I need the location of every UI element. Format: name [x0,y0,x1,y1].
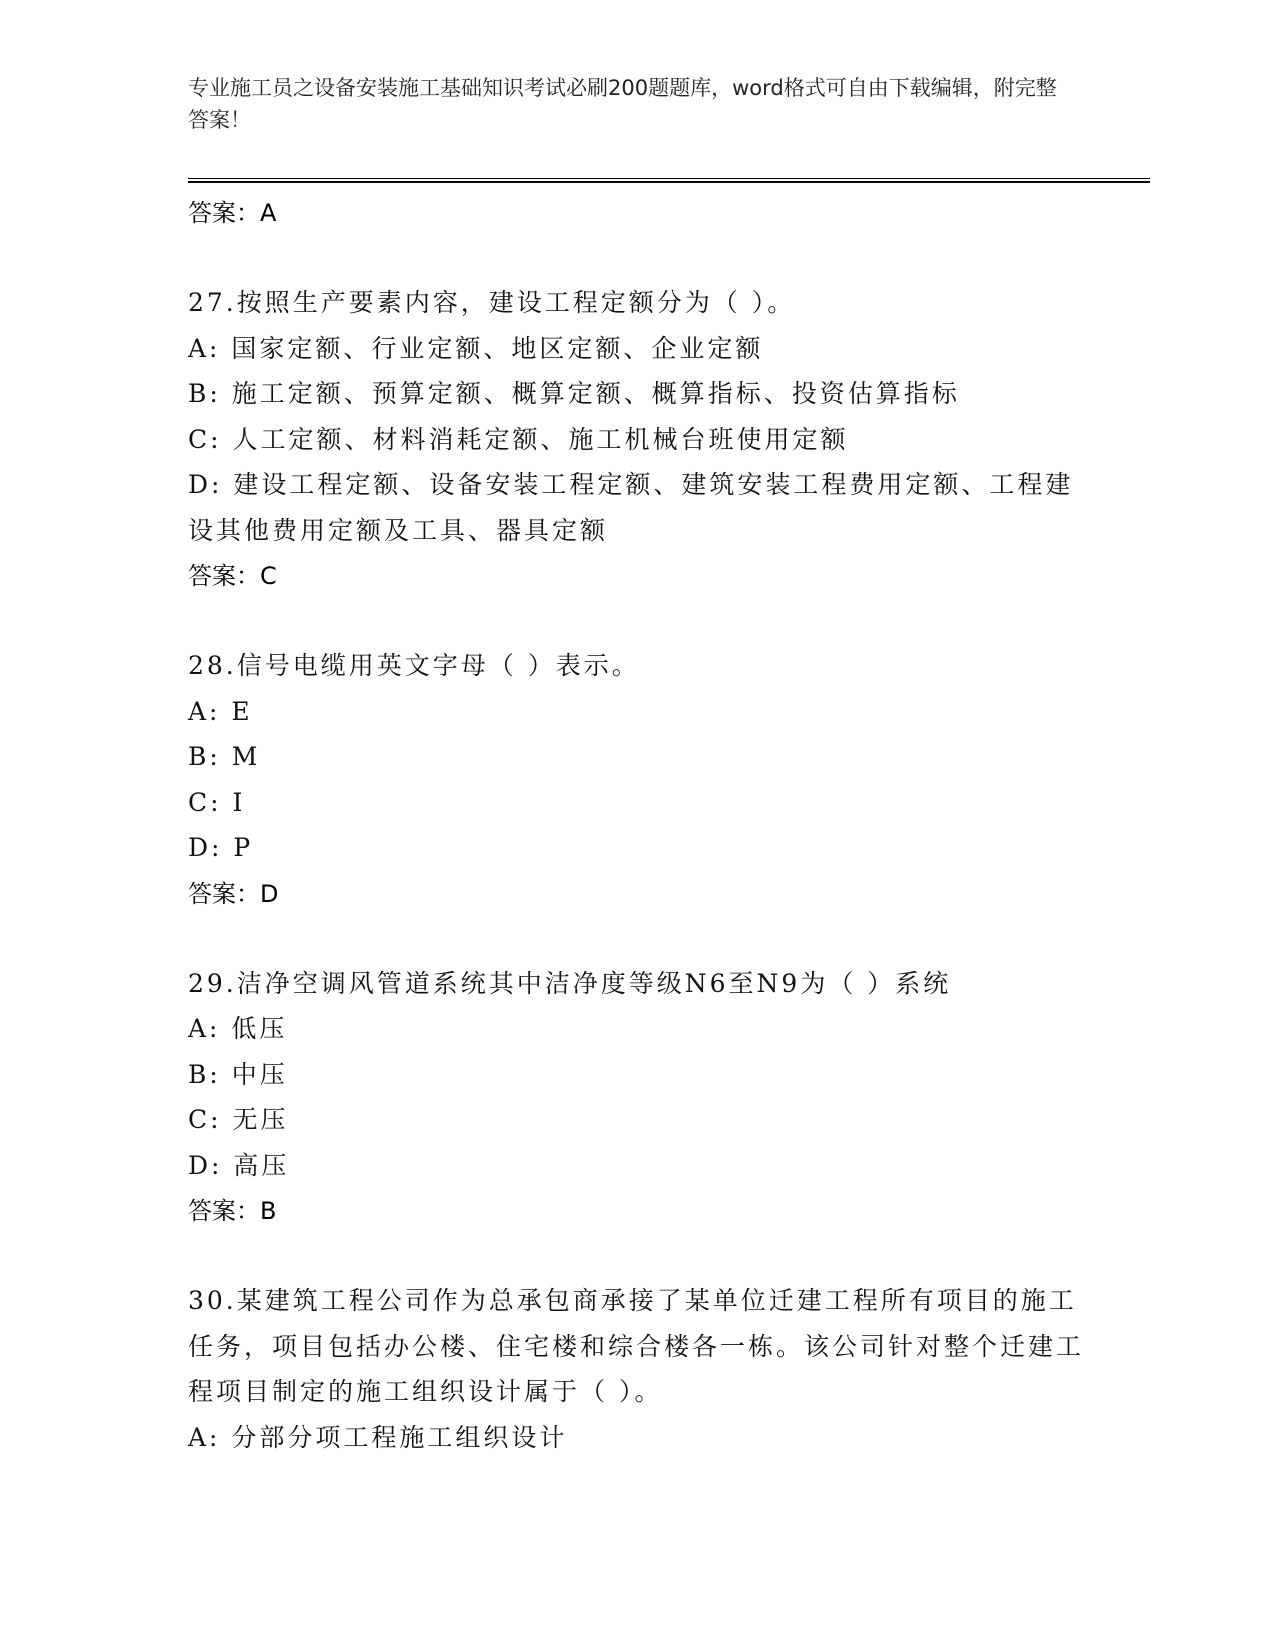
option-d: D: 高压 [188,1150,290,1180]
question-stem: 30.某建筑工程公司作为总承包商承接了某单位迁建工程所有项目的施工任务，项目包括办公楼、住宅楼和综合楼各一栋。该公司针对整个迁建工程项目制定的施工组织设计属于（ ）。 [188,1286,1085,1406]
question-block [188,961,1088,1235]
option-d: D: 建设工程定额、设备安装工程定额、建筑安装工程费用定额、工程建设其他费用定额及工具、器具定额 [188,470,1074,545]
option-a: A: 国家定额、行业定额、地区定额、企业定额 [188,333,764,363]
question-block [188,280,1088,599]
option-d: D: P [188,833,254,862]
header-divider [188,178,1150,183]
question-block [188,643,1088,917]
option-a: A: E [188,696,253,726]
option-c: C: I [188,787,246,817]
option-b: B: 中压 [188,1059,288,1089]
answer-line: 答案：C [188,562,277,590]
question-list [188,190,1088,1460]
option-a: A: 低压 [188,1014,288,1043]
answer-line: 答案：A [188,199,277,227]
option-c: C: 无压 [188,1105,289,1134]
option-a: A: 分部分项工程施工组织设计 [188,1422,568,1452]
question-stem: 28.信号电缆用英文字母（ ）表示。 [188,651,640,680]
option-b: B: M [188,742,261,771]
page-header: 专业施工员之设备安装施工基础知识考试必刷200题题库，word格式可自由下载编辑，附完整答案！ [188,76,1057,132]
option-c: C: 人工定额、材料消耗定额、施工机械台班使用定额 [188,424,849,454]
question-stem: 27.按照生产要素内容，建设工程定额分为（ ）。 [188,288,796,317]
question-block [188,1278,1088,1460]
option-b: B: 施工定额、预算定额、概算定额、概算指标、投资估算指标 [188,379,960,408]
question-stem: 29.洁净空调风管道系统其中洁净度等级N6至N9为（ ）系统 [188,968,952,998]
answer-line: 答案：D [188,879,279,908]
answer-line: 答案：B [188,1197,277,1225]
